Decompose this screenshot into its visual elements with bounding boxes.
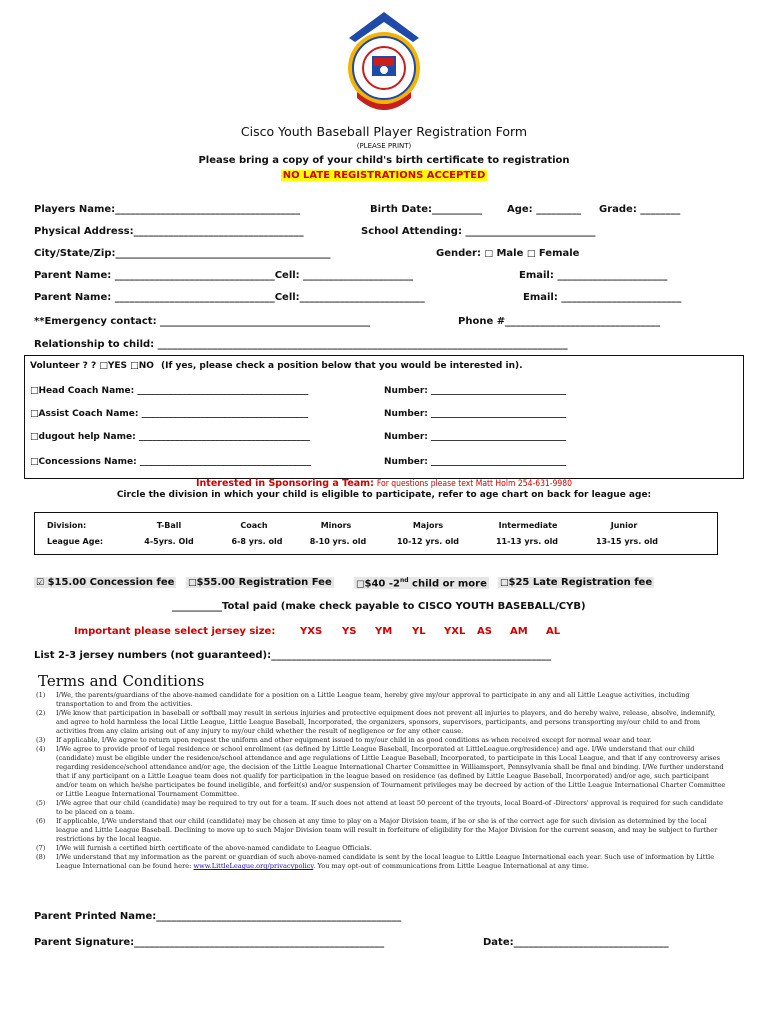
assist-coach-number[interactable]: Number: ______________________________ xyxy=(384,409,567,419)
emergency-phone-field[interactable]: Phone #_______________________________ xyxy=(458,316,661,327)
dugout-help-label: dugout help Name: ______________________________________ xyxy=(38,432,310,442)
league-logo xyxy=(343,8,425,118)
volunteer-no-label: NO xyxy=(138,361,154,371)
dugout-help-number[interactable]: Number: ______________________________ xyxy=(384,432,567,442)
fee-second-child-rest: child or more xyxy=(408,578,487,590)
jersey-size-yxl[interactable]: YXL xyxy=(444,626,466,637)
volunteer-instruction: (If yes, please check a position below that you would be interested in). xyxy=(161,361,523,371)
jersey-size-yl[interactable]: YL xyxy=(412,626,426,637)
sponsor-questions: For questions please text Matt Holm 254-631-9980 xyxy=(376,479,573,489)
school-attending-field[interactable]: School Attending: __________________________ xyxy=(361,226,596,237)
terms-item-number: (1) xyxy=(36,691,46,699)
division-table xyxy=(34,512,718,555)
division-tball[interactable]: T-Ball xyxy=(156,521,182,530)
gender-field xyxy=(436,248,579,259)
terms-list xyxy=(36,691,728,871)
male-checkbox[interactable]: □ xyxy=(484,249,493,259)
female-checkbox[interactable]: □ xyxy=(526,249,536,259)
division-intermediate[interactable]: Intermediate xyxy=(498,521,558,530)
terms-item-text: I/We agree to provide proof of legal residence or school enrollment (as defined by Little League Baseball, Incorporated at LittleLeague.org/residence) and age. I/We understand that our child (candidate) must be eligible under the residence/school attendance and age regulations of Little League Baseball, Incorporated, to participate in this Local League, and that if any controversy arises regarding residence/school attendance and/or age, the decision of the Little League International Charter Committee in Williamsport, Pennsylvania shall be final and binding. I/We further understand that if any participant on a Little League team does not qualify for participation in the league based on residence (as defined by Little League Baseball, Incorporated) and/or age, such participant and/or team on which he/she participates be found ineligible, and forfeit(s) and/or suspension of Tournament privileges may be decreed by action of the Little League International Charter Committee or Little League International Tournament Committee. xyxy=(56,745,726,798)
birth-certificate-note: Please bring a copy of your child's birth certificate to registration xyxy=(198,155,570,166)
male-label: Male xyxy=(496,248,524,259)
jersey-size-ys[interactable]: YS xyxy=(342,626,357,637)
head-coach-label: Head Coach Name: ______________________________________ xyxy=(38,386,309,396)
grade-field[interactable]: Grade: ________ xyxy=(599,204,681,215)
emergency-contact-field[interactable]: **Emergency contact: __________________________________________ xyxy=(34,316,371,327)
concessions-checkbox[interactable]: □ xyxy=(30,457,39,467)
female-label: Female xyxy=(538,248,580,259)
privacy-policy-link[interactable]: www.LittleLeague.org/privacypolicy xyxy=(193,862,314,870)
terms-item xyxy=(36,799,728,817)
assist-coach-checkbox[interactable]: □ xyxy=(30,409,39,419)
total-paid-field[interactable]: __________Total paid (make check payable to CISCO YOUTH BASEBALL/CYB) xyxy=(172,601,586,612)
jersey-size-as[interactable]: AS xyxy=(477,626,492,637)
circle-division-instruction: Circle the division in which your child is eligible to participate, refer to age chart on back for league age: xyxy=(116,490,652,500)
terms-item8-text-a: I/We understand that my information as the parent or guardian of such above-named candidate is sent by the local league to Little League International each year. Such use of information by Little League International can be found here: xyxy=(56,853,715,870)
volunteer-concessions-row[interactable] xyxy=(30,457,311,467)
dugout-help-checkbox[interactable]: □ xyxy=(30,432,39,442)
head-coach-number[interactable]: Number: ______________________________ xyxy=(384,386,567,396)
terms-item-number: (8) xyxy=(36,853,46,861)
age-field[interactable]: Age: _________ xyxy=(507,204,582,215)
league-age-row-label: League Age: xyxy=(47,537,104,546)
volunteer-no-checkbox[interactable]: □ xyxy=(130,361,139,371)
division-row-label: Division: xyxy=(47,521,87,530)
parent-printed-name-field[interactable]: Parent Printed Name:_________________________________________________ xyxy=(34,911,402,922)
terms-item-text: I/We will furnish a certified birth certificate of the above-named candidate to League Officials. xyxy=(56,844,372,852)
fee-concession-checkbox[interactable]: ☑ xyxy=(36,578,45,588)
please-print-note: (PLEASE PRINT) xyxy=(356,142,412,150)
parent-signature-field[interactable]: Parent Signature:__________________________________________________ xyxy=(34,937,385,948)
jersey-size-ym[interactable]: YM xyxy=(375,626,393,637)
city-state-zip-field[interactable]: City/State/Zip:___________________________________________ xyxy=(34,248,331,259)
parent1-email-field[interactable]: Email: ______________________ xyxy=(519,270,668,281)
head-coach-checkbox[interactable]: □ xyxy=(30,386,39,396)
age-majors: 10-12 yrs. old xyxy=(396,537,460,546)
no-late-registrations xyxy=(0,170,768,181)
volunteer-yes-checkbox[interactable]: □ xyxy=(99,361,108,371)
form-title: Cisco Youth Baseball Player Registration Form xyxy=(240,124,528,139)
sponsor-line xyxy=(0,478,768,489)
age-minors: 8-10 yrs. old xyxy=(309,537,367,546)
age-junior: 13-15 yrs. old xyxy=(595,537,659,546)
terms-item-number: (7) xyxy=(36,844,46,852)
terms-item-text: If applicable, I/We understand that our child (candidate) may be chosen at any time to play on a Major Division team, if he or she is of the correct age for such division as determined by the local league and Little League Baseball. Declining to move up to such Major Division team will result in forfeiture of eligibility for the Major Division for the current season, and may be subject to further restrictions by the local league. xyxy=(56,817,718,843)
division-coach[interactable]: Coach xyxy=(240,521,268,530)
terms-item8-text-b: . You may opt-out of communications from Little League International at any time. xyxy=(313,862,589,870)
birth-date-field[interactable]: Birth Date:__________ xyxy=(370,204,482,215)
terms-item xyxy=(36,817,728,844)
concessions-number[interactable]: Number: ______________________________ xyxy=(384,457,567,467)
terms-item-text: I/We, the parents/guardians of the above-named candidate for a position on a Little League team, hereby give my/our approval to participate in any and all Little League activities, including transportation to and from the activities. xyxy=(56,691,690,708)
fee-second-child[interactable] xyxy=(354,577,489,589)
division-majors[interactable]: Majors xyxy=(412,521,444,530)
terms-item-number: (6) xyxy=(36,817,46,825)
fee-second-child-label: $40 -2 xyxy=(364,578,400,590)
jersey-size-am[interactable]: AM xyxy=(510,626,528,637)
terms-item-number: (3) xyxy=(36,736,46,744)
division-minors[interactable]: Minors xyxy=(320,521,352,530)
players-name-field[interactable]: Players Name:_____________________________________ xyxy=(34,204,301,215)
fee-concession-label: $15.00 Concession fee xyxy=(47,577,175,588)
terms-item-text: If applicable, I/We agree to return upon request the uniform and other equipment issued to my/our child in as good conditions as when received except for normal wear and tear. xyxy=(56,736,652,744)
assist-coach-label: Assist Coach Name: _____________________________________ xyxy=(38,409,309,419)
fee-concession[interactable] xyxy=(34,577,176,588)
terms-item-text: I/We know that participation in baseball or softball may result in serious injuries and protective equipment does not prevent all injuries to players, and do hereby waive, release, absolve, indemnify, and agree to hold harmless the local Little League, Little League Baseball, Incorporated, the organizers, sponsors, supervisors, participants, and persons transporting my/our child to and from activities from any claim arising out of any injury to my/our child whether the result of negligence or for any other cause. xyxy=(56,709,716,735)
terms-item xyxy=(36,745,728,799)
fee-late-label: $25 Late Registration fee xyxy=(508,577,653,588)
relationship-field[interactable]: Relationship to child: __________________________________________________________________________________ xyxy=(34,339,568,350)
terms-item xyxy=(36,736,728,745)
age-intermediate: 11-13 yrs. old xyxy=(495,537,559,546)
fee-second-child-sup: nd xyxy=(399,577,409,584)
age-coach: 6-8 yrs. old xyxy=(231,537,283,546)
age-tball: 4-5yrs. Old xyxy=(144,537,194,546)
parent2-email-field[interactable]: Email: ________________________ xyxy=(523,292,682,303)
jersey-size-label: Important please select jersey size: xyxy=(74,626,276,637)
division-junior[interactable]: Junior xyxy=(610,521,638,530)
fee-registration-label: $55.00 Registration Fee xyxy=(196,577,332,588)
fee-late[interactable] xyxy=(498,577,654,588)
gender-label: Gender: xyxy=(436,248,481,259)
terms-heading: Terms and Conditions xyxy=(38,672,205,690)
terms-item-number: (5) xyxy=(36,799,46,807)
volunteer-head-coach-row[interactable] xyxy=(30,386,308,396)
volunteer-yes-label: YES xyxy=(107,361,128,371)
volunteer-assist-coach-row[interactable] xyxy=(30,409,308,419)
volunteer-question-row xyxy=(30,361,523,371)
terms-item-number: (4) xyxy=(36,745,46,753)
parent1-name-cell-field[interactable]: Parent Name: ________________________________Cell: ______________________ xyxy=(34,270,414,281)
fee-registration[interactable] xyxy=(186,577,334,588)
volunteer-dugout-help-row[interactable] xyxy=(30,432,310,442)
parent2-name-cell-field[interactable]: Parent Name: ________________________________Cell:_________________________ xyxy=(34,292,425,303)
terms-item xyxy=(36,691,728,709)
jersey-size-yxs[interactable]: YXS xyxy=(300,626,323,637)
sponsor-label: Interested in Sponsoring a Team: xyxy=(195,478,374,489)
terms-item xyxy=(36,853,728,871)
jersey-size-al[interactable]: AL xyxy=(546,626,561,637)
fee-registration-checkbox[interactable]: □ xyxy=(188,578,197,588)
terms-item xyxy=(36,709,728,736)
volunteer-question: Volunteer ? ? xyxy=(30,361,97,371)
fee-late-checkbox[interactable]: □ xyxy=(500,578,509,588)
jersey-numbers-field[interactable]: List 2-3 jersey numbers (not guaranteed):________________________________________________________ xyxy=(34,650,552,661)
signature-date-field[interactable]: Date:_______________________________ xyxy=(483,937,669,948)
terms-item-text xyxy=(56,853,728,871)
terms-item-number: (2) xyxy=(36,709,46,717)
no-late-text: NO LATE REGISTRATIONS ACCEPTED xyxy=(282,170,486,181)
fee-second-child-checkbox[interactable]: □ xyxy=(356,579,365,590)
physical-address-field[interactable]: Physical Address:__________________________________ xyxy=(34,226,304,237)
terms-item xyxy=(36,844,728,853)
concessions-label: Concessions Name: ______________________________________ xyxy=(38,457,311,467)
terms-item-text: I/We agree that our child (candidate) may be required to try out for a team. If such does not attend at least 50 percent of the tryouts, local Board-of -Directors' approval is required for such candidate to be placed on a team. xyxy=(56,799,723,816)
